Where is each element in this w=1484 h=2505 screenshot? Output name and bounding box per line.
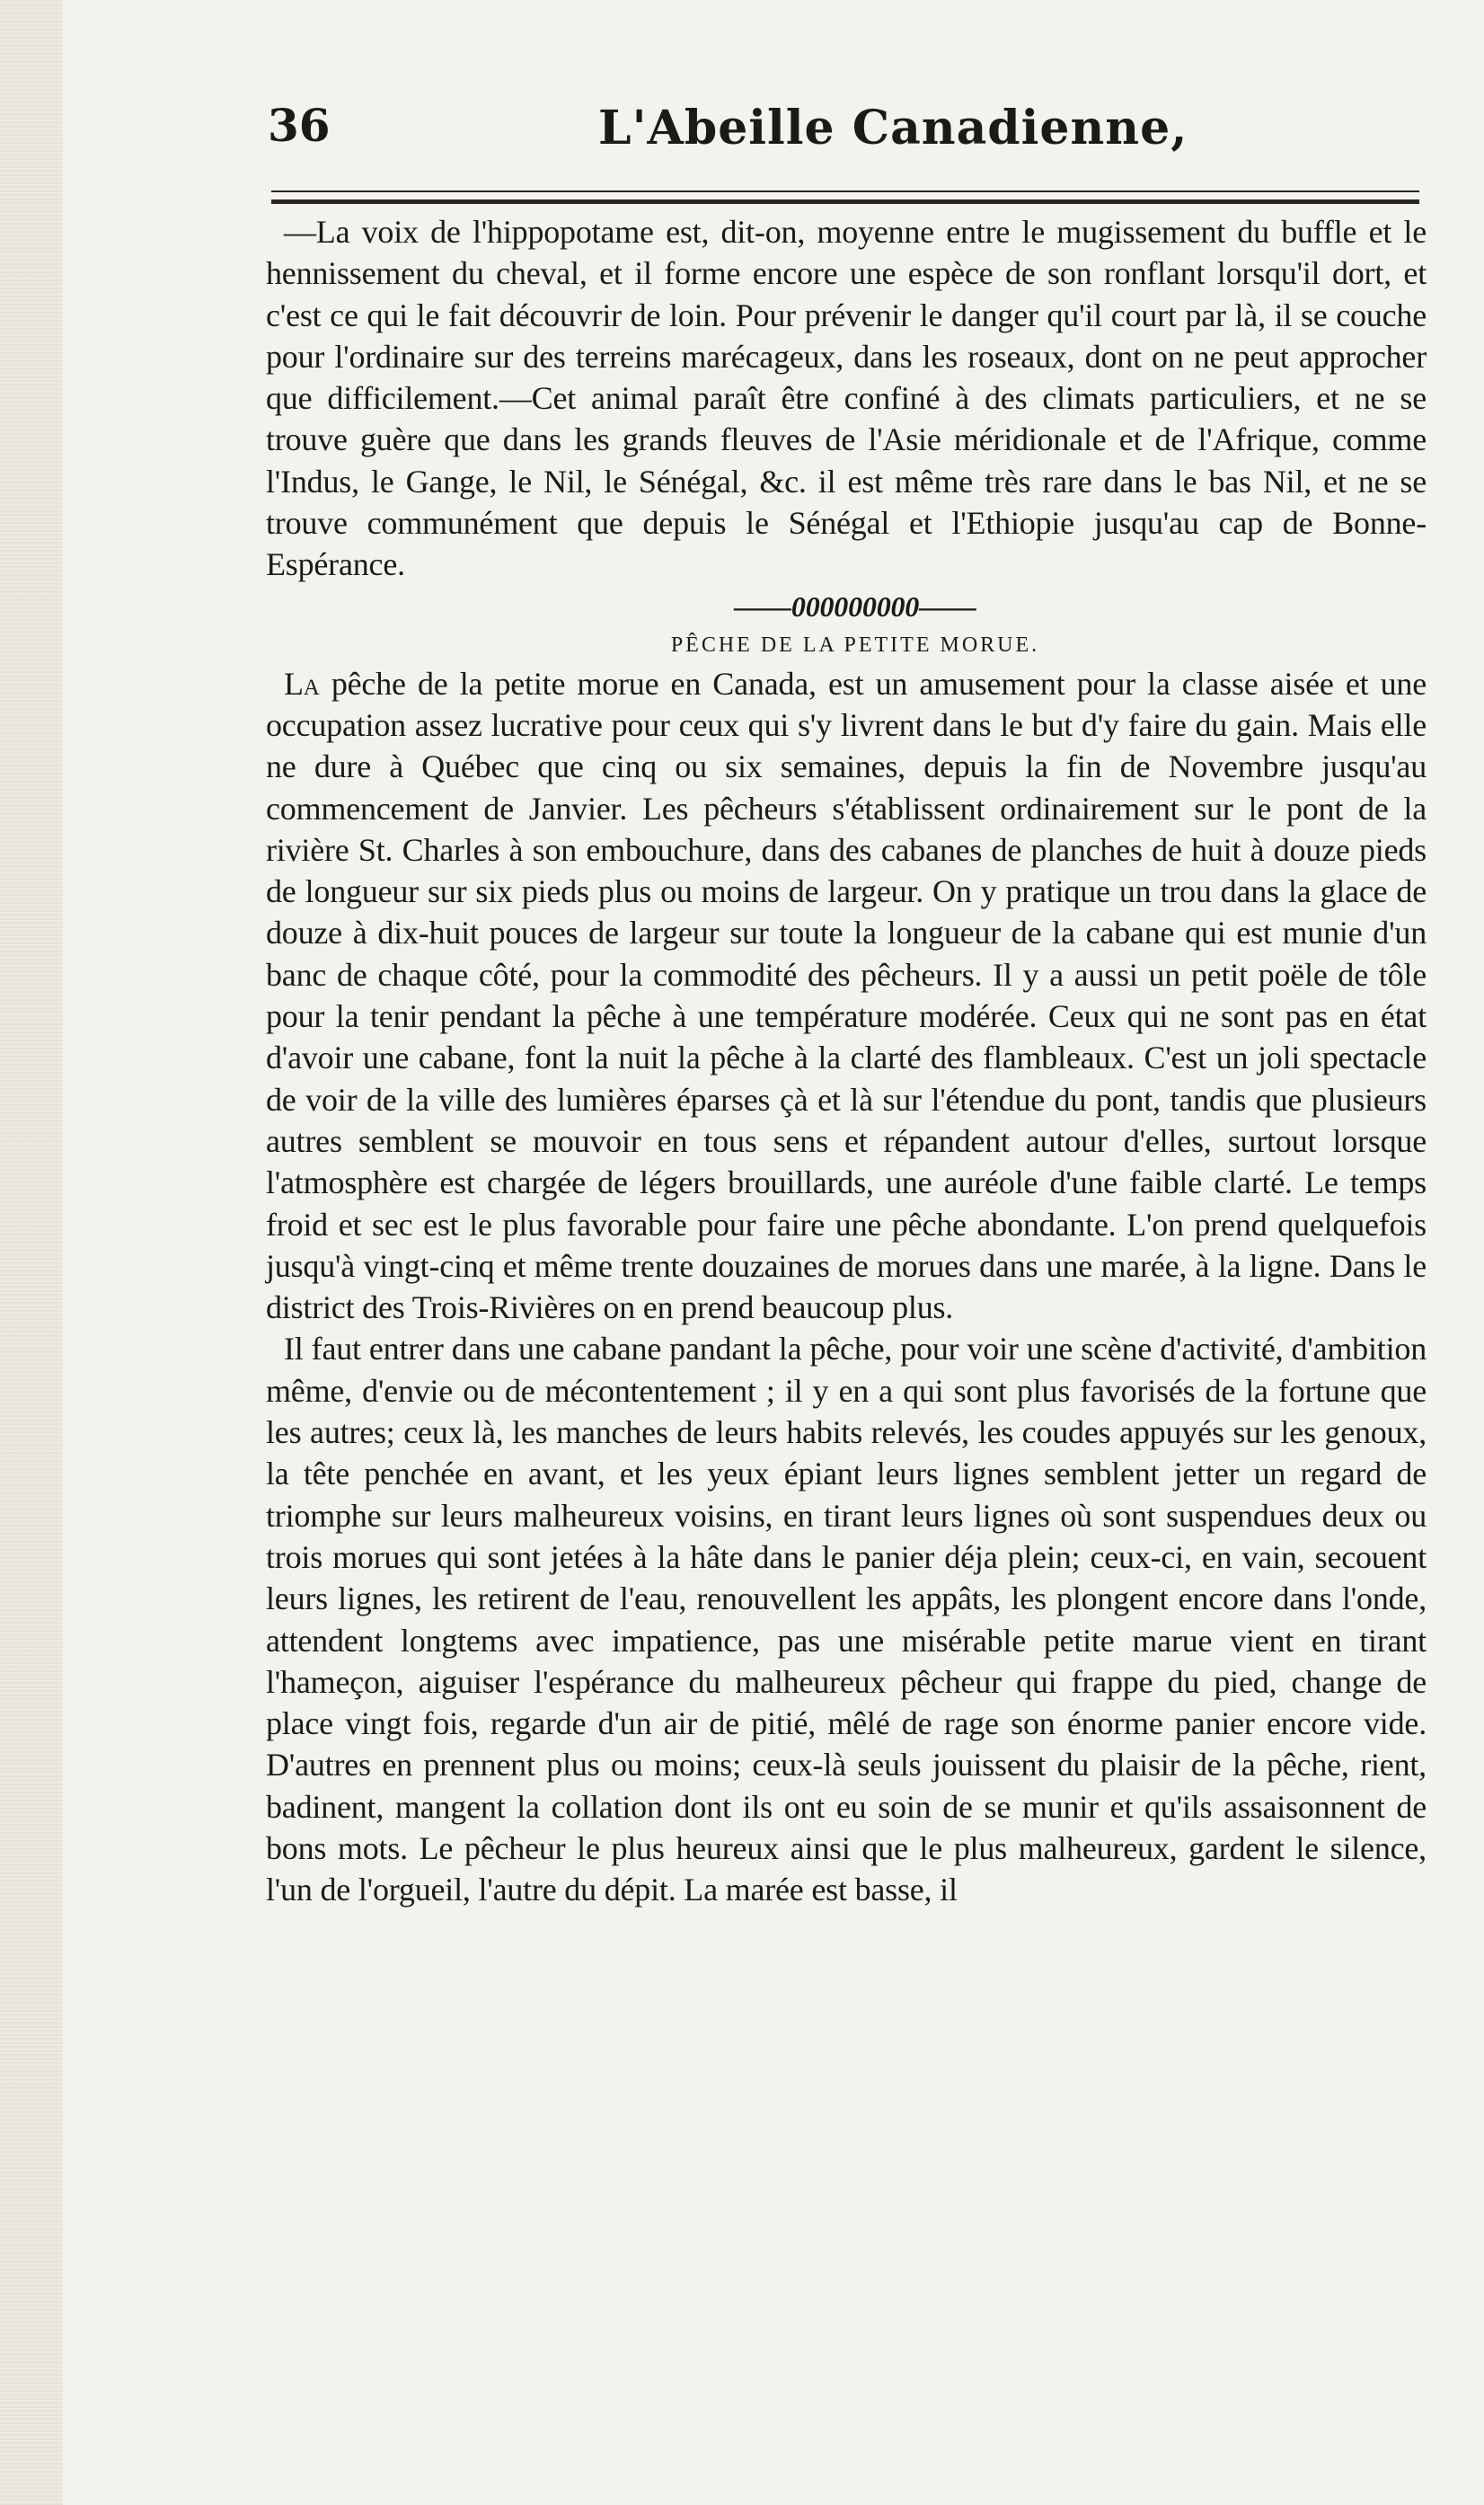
page-number: 36 xyxy=(268,99,331,152)
section-separator: ——000000000—— xyxy=(734,589,976,623)
section-title: PÊCHE DE LA PETITE MORUE. xyxy=(670,633,1040,657)
body-text xyxy=(266,211,1427,1911)
first-word: La xyxy=(284,665,320,702)
running-title: L'Abeille Canadienne, xyxy=(598,101,1188,155)
cod-fishing-paragraph-2: Il faut entrer dans une cabane pandant la pêche, pour voir une scène d'activité, d'ambition même, d'envie ou de mécontentement ; il y en a qui sont plus favorisés de la fortune que les autres; ceux là, les manches de leurs habits relevés, les coudes appuyés sur les genoux, la tête penchée en avant, et les yeux épiant leurs lignes semblent jetter un regard de triomphe sur leurs malheureux voisins, en tirant leurs lignes où sont suspendues deux ou trois morues qui sont jetées à la hâte dans le panier déja plein; ceux-ci, en vain, secouent leurs lignes, les retirent de l'eau, renouvellent les appâts, les plongent encore dans l'onde, attendent longtems avec impatience, pas une misérable petite marue vient en tirant l'hameçon, aiguiser l'espérance du malheureux pêcheur qui frappe du pied, change de place vingt fois, regarde d'un air de pitié, mêlé de rage son énorme panier encore vide. D'autres en prennent plus ou moins; ceux-là seuls jouissent du plaisir de la pêche, rient, badinent, mangent la collation dont ils ont eu soin de se munir et qu'ils assaisonnent de bons mots. Le pêcheur le plus heureux ainsi que le plus malheureux, gardent le silence, l'un de l'orgueil, l'autre du dépit. La marée est basse, il xyxy=(266,1331,1427,1908)
cod-fishing-paragraph-1 xyxy=(266,663,1427,1329)
page-header xyxy=(266,90,1427,158)
cod-fishing-paragraph-1-text: pêche de la petite morue en Canada, est un amusement pour la classe aisée et une occupation assez lucrative pour ceux qui s'y livrent dans le but d'y faire du gain. Mais elle ne dure à Québec que cinq ou six semaines, depuis la fin de Novembre jusqu'au commencement de Janvier. Les pêcheurs s'établissent ordinairement sur le pont de la rivière St. Charles à son embouchure, dans des cabanes de planches de huit à douze pieds de longueur sur six pieds plus ou moins de largeur. On y pratique un trou dans la glace de douze à dix-huit pouces de largeur sur toute la longueur de la cabane qui est munie d'un banc de chaque côté, pour la commodité des pêcheurs. Il y a aussi un petit poële de tôle pour la tenir pendant la pêche à une température modérée. Ceux qui ne sont pas en état d'avoir une cabane, font la nuit la pêche à la clarté des flambleaux. C'est un joli spectacle de voir de la ville des lumières éparses çà et là sur l'étendue du pont, tandis que plusieurs autres semblent se mouvoir en tous sens et répandent autour d'elles, surtout lorsque l'atmosphère est chargée de légers brouillards, une auréole d'une faible clarté. Le temps froid et sec est le plus favorable pour faire une pêche abondante. L'on prend quelquefois jusqu'à vingt-cinq et même trente douzaines de morues dans une marée, à la ligne. Dans le district des Trois-Rivières on en prend beaucoup plus. xyxy=(266,665,1427,1326)
header-rule-thick xyxy=(271,199,1419,204)
header-rule-thin xyxy=(271,190,1419,192)
hippopotamus-paragraph: —La voix de l'hippopotame est, dit-on, moyenne entre le mugissement du buffle et le hennissement du cheval, et il forme encore une espèce de son ronflant lorsqu'il dort, et c'est ce qui le fait découvrir de loin. Pour prévenir le danger qu'il court par là, il se couche pour l'ordinaire sur des terreins marécageux, dans les roseaux, dont on ne peut approcher que difficilement.—Cet animal paraît être confiné à des climats particuliers, et ne se trouve guère que dans les grands fleuves de l'Asie méridionale et de l'Afrique, comme l'Indus, le Gange, le Nil, le Sénégal, &c. il est même très rare dans le bas Nil, et ne se trouve communément que depuis le Sénégal et l'Ethiopie jusqu'au cap de Bonne-Espérance. xyxy=(266,214,1427,583)
scan-margin-artifact xyxy=(0,0,63,2505)
page xyxy=(266,90,1427,1911)
